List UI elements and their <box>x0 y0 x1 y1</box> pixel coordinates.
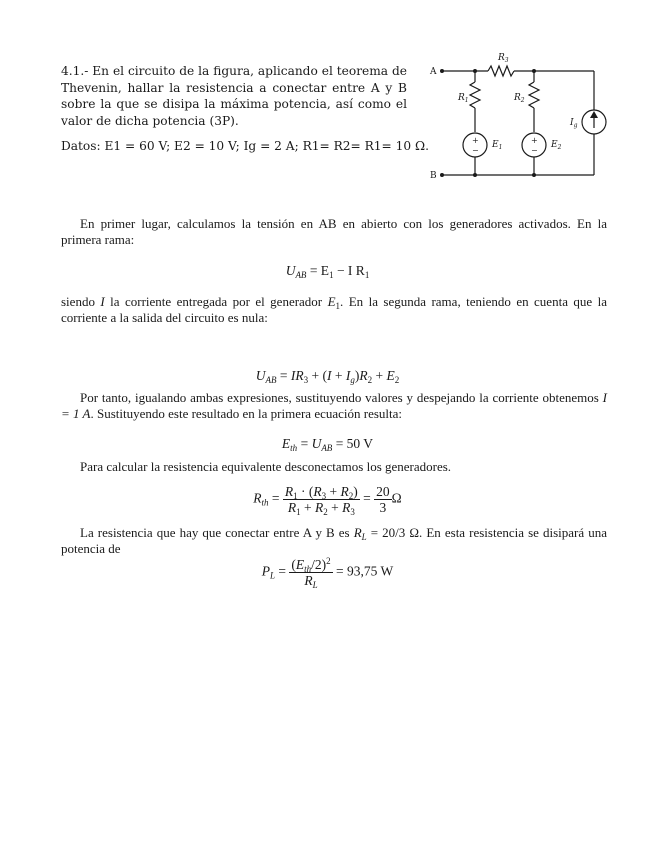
node-a-label: A <box>430 67 437 77</box>
rth-result-fraction: $\frac{20}{3}$ <box>376 484 390 515</box>
rth-fraction: $\frac{R_1 \cdot (R_3 + R_2)}{R_1 + R_2 + R_3}$ <box>284 484 358 517</box>
equation-eth: $E_{th} = U_{AB} = 50$ V <box>281 436 374 453</box>
ig-label: $I_g$ <box>570 118 578 129</box>
problem-data: Datos: E1 = 60 V; E2 = 10 V; Ig = 2 A; R1= R2= R1= 10 Ω. <box>61 139 429 153</box>
r3-label: $R_3$ <box>498 53 509 64</box>
paragraph-1: En primer lugar, calculamos la tensión en AB en abierto con los generadores activados. En la primera rama: <box>61 216 607 247</box>
problem-statement: 4.1.- En el circuito de la figura, aplicando el teorema de Thevenin, hallar la resistencia a conectar entre A y B sobre la que se disipa la máxima potencia, así como el valor de dicha potencia (3P). <box>61 64 407 128</box>
e1-minus: − <box>472 146 479 155</box>
r1-label: $R_1$ <box>458 93 469 104</box>
e2-plus: + <box>531 136 538 145</box>
equation-uab-2: $U_{AB} = IR_3 + (I + I_g)R_2 + E_2$ <box>255 368 400 385</box>
r1-resistor <box>470 82 480 108</box>
r2-resistor <box>529 82 539 108</box>
equation-rth: $R_{th}$ = $\frac{R_1 \cdot (R_3 + R_2)}{R_1 + R_2 + R_3}$ = $\frac{20}{3}$ Ω <box>253 484 402 517</box>
paragraph-2: siendo I la corriente entregada por el generador $E_1$. En la segunda rama, teniendo en cuenta que la corriente a la salida del circuito es nula: <box>61 294 607 325</box>
circuit-diagram <box>424 48 614 183</box>
r3-resistor <box>488 66 514 76</box>
node-b-label: B <box>430 171 437 181</box>
equation-uab-1: $U_{AB} = E_1 - I$ $R_1$ <box>285 263 370 280</box>
paragraph-4: Para calcular la resistencia equivalente desconectamos los generadores. <box>80 459 452 474</box>
e1-plus: + <box>472 136 479 145</box>
paragraph-3: Por tanto, igualando ambas expresiones, sustituyendo valores y despejando la corriente obtenemos I = 1 A. Sustituyendo este resultado en la primera ecuación resulta: <box>61 390 607 421</box>
r2-label: $R_2$ <box>514 93 525 104</box>
paragraph-5: La resistencia que hay que conectar entre A y B es $R_L = 20/3$ Ω. En esta resistencia se disipará una potencia de <box>61 525 607 556</box>
e2-minus: − <box>531 146 538 155</box>
e2-label: $E_2$ <box>551 140 562 151</box>
e1-label: $E_1$ <box>492 140 503 151</box>
equation-power: $P_L$ = $\frac{(E_{th}/2)^2}{R_L}$ = 93,75 W <box>261 556 394 590</box>
power-fraction: $\frac{(E_{th}/2)^2}{R_L}$ <box>291 556 331 590</box>
